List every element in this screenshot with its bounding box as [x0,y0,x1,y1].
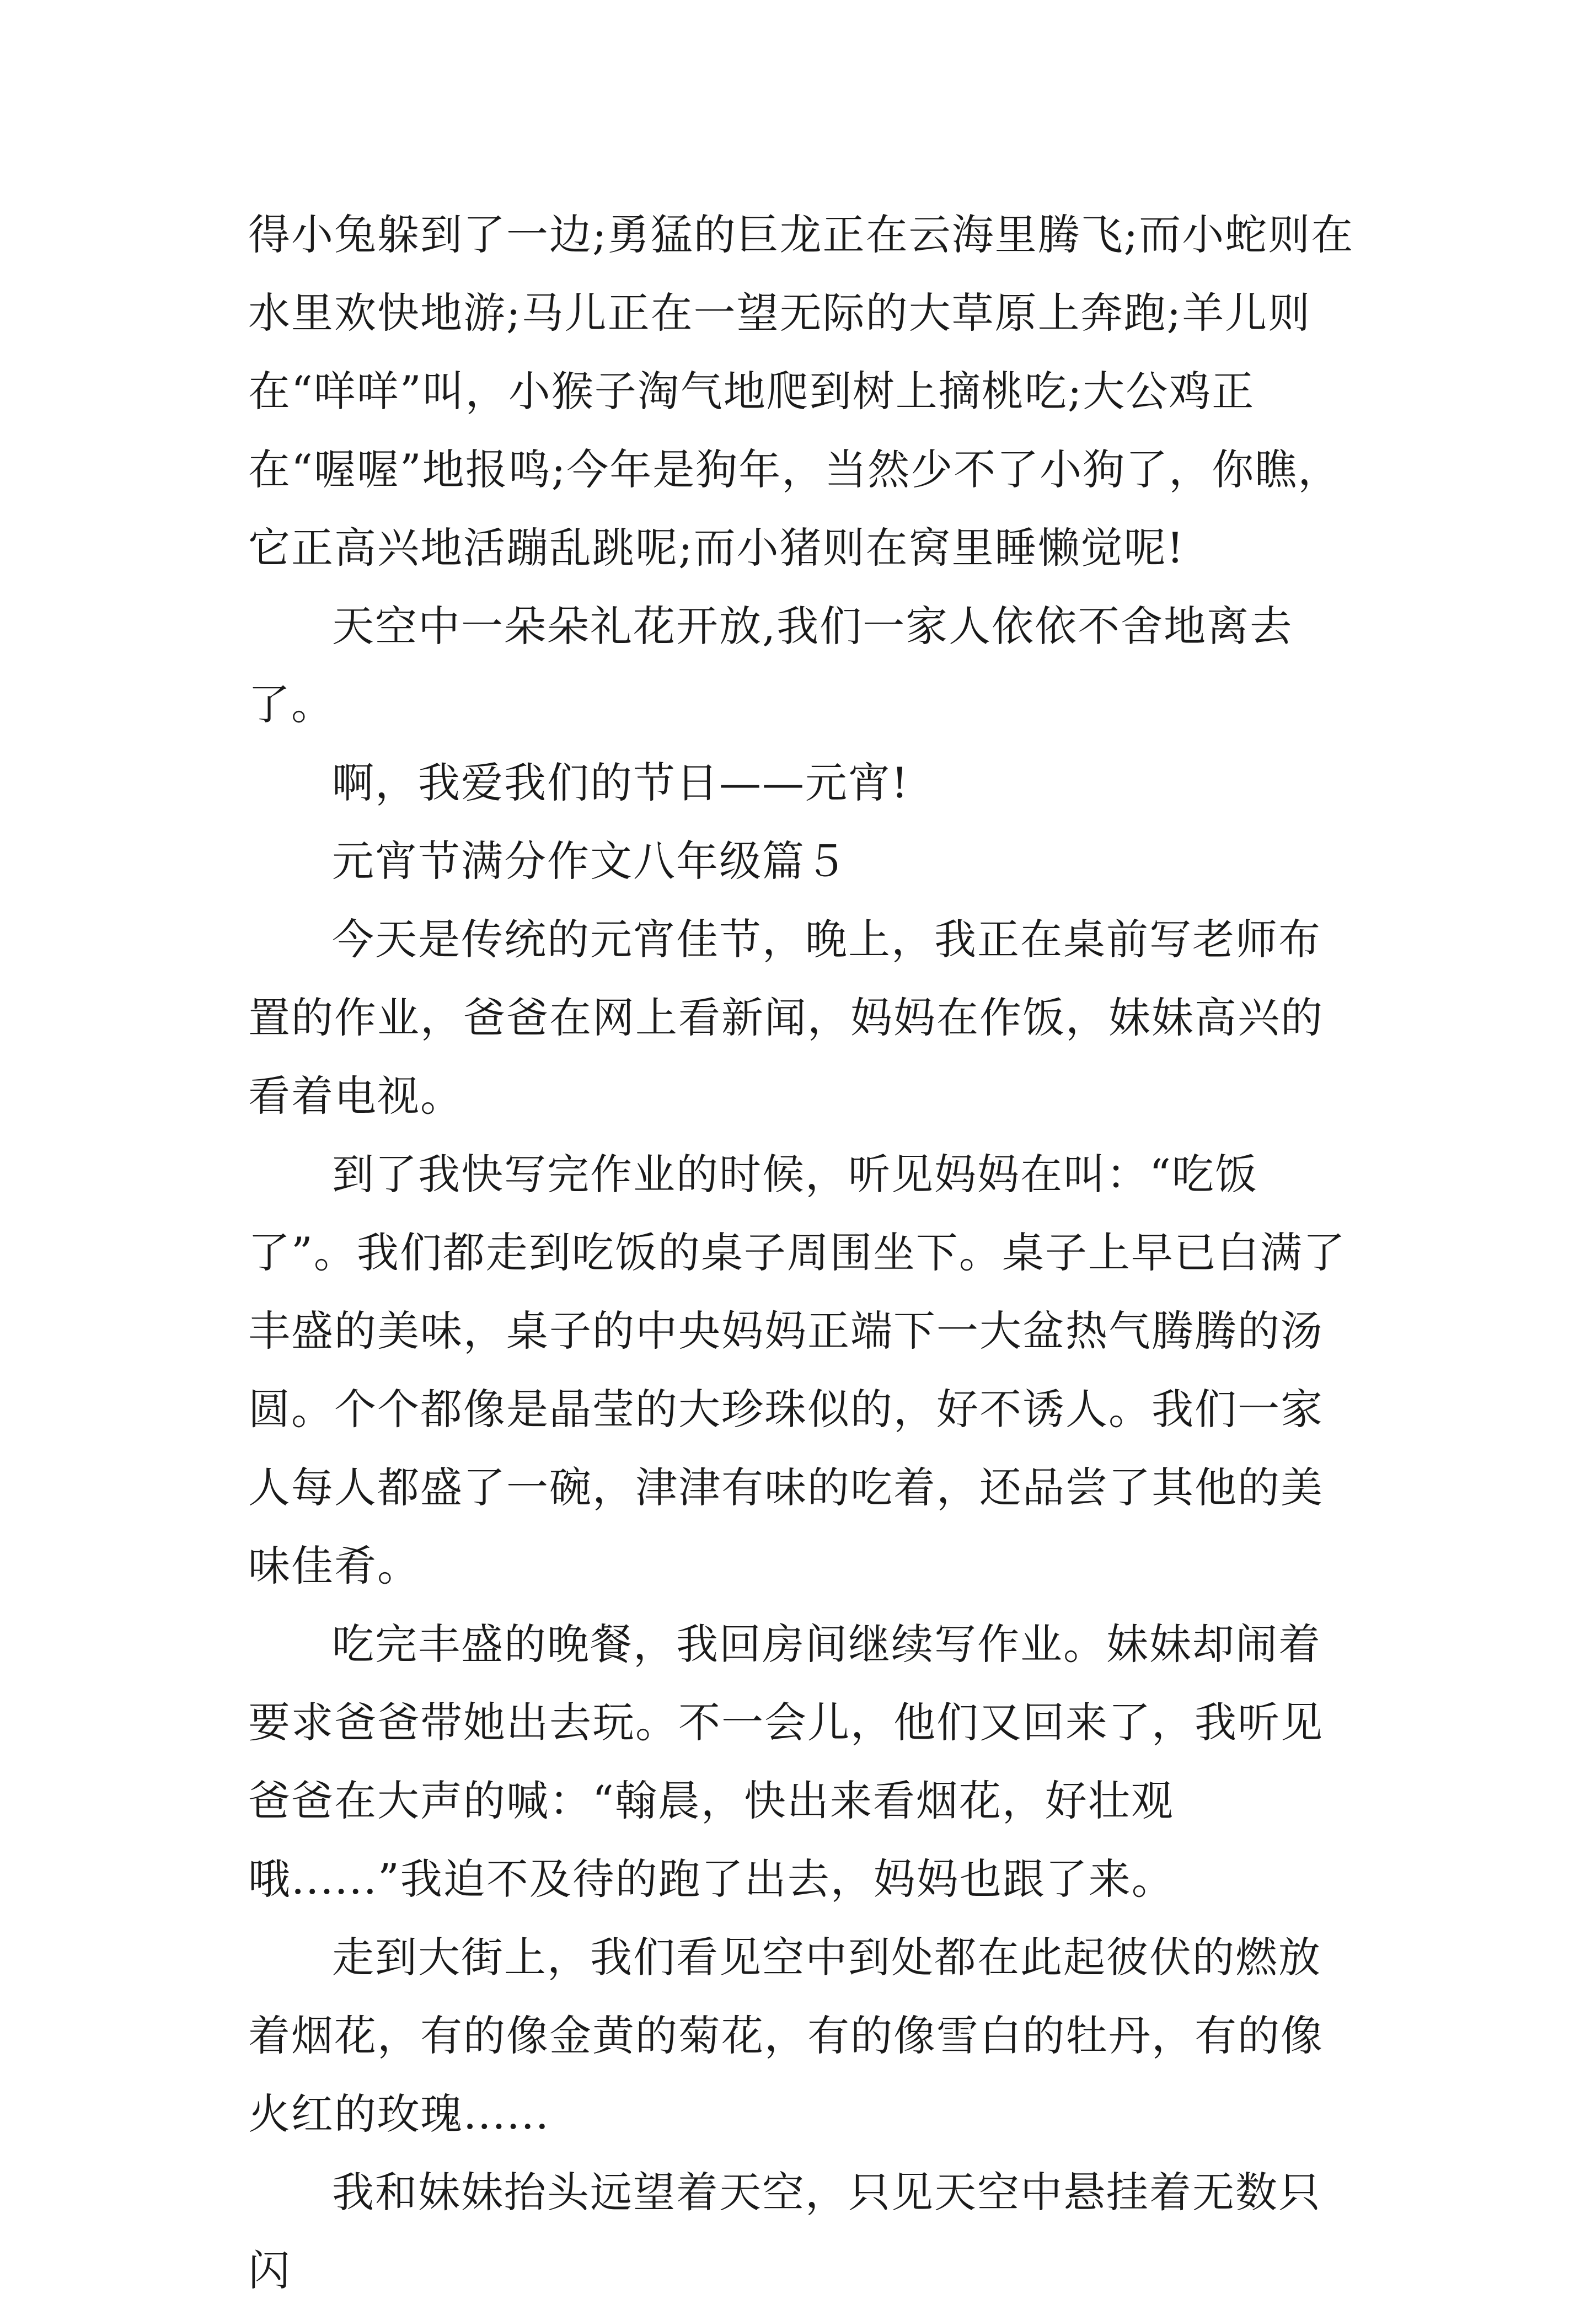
essay-body [248,196,1362,2310]
paragraph-dinner: 到了我快写完作业的时候，听见妈妈在叫：“吃饭了”。我们都走到吃饭的桌子周围坐下。桌子上早已白满了丰盛的美味，桌子的中央妈妈正端下一大盆热气腾腾的汤圆。个个都像是晶莹的大珍珠似的，好不诱人。我们一家人每人都盛了一碗，津津有味的吃着，还品尝了其他的美味佳肴。 [248,1150,1346,1590]
paragraph-continuation: 得小兔躲到了一边;勇猛的巨龙正在云海里腾飞;而小蛇则在水里欢快地游;马儿正在一望无际的大草原上奔跑;羊儿则在“咩咩”叫，小猴子淘气地爬到树上摘桃吃;大公鸡正在“喔喔”地报鸣;今年是狗年，当然少不了小狗了，你瞧，它正高兴地活蹦乱跳呢;而小猪则在窝里睡懒觉呢! [248,210,1354,572]
paragraph-fireworks-farewell: 天空中一朵朵礼花开放,我们一家人依依不舍地离去了。 [248,602,1293,729]
paragraph-looking-up: 我和妹妹抬头远望着天空，只见天空中悬挂着无数只闪 [248,2168,1321,2295]
paragraph-evening-intro: 今天是传统的元宵佳节，晚上，我正在桌前写老师布置的作业，爸爸在网上看新闻，妈妈在作饭，妹妹高兴的看着电视。 [248,915,1324,1121]
paragraph-closing-exclamation: 啊，我爱我们的节日——元宵! [332,758,909,807]
paragraph-after-dinner: 吃完丰盛的晚餐，我回房间继续写作业。妹妹却闹着要求爸爸带她出去玩。不一会儿，他们又回来了，我听见爸爸在大声的喊：“翰晨，快出来看烟花，好壮观哦......”我迫不及待的跑了出去，妈妈也跟了来。 [248,1620,1324,1904]
paragraph-street-fireworks: 走到大街上，我们看见空中到处都在此起彼伏的燃放着烟花，有的像金黄的菊花，有的像雪白的牡丹，有的像火红的玫瑰...... [248,1933,1324,2139]
essay-heading: 元宵节满分作文八年级篇５ [332,837,848,886]
